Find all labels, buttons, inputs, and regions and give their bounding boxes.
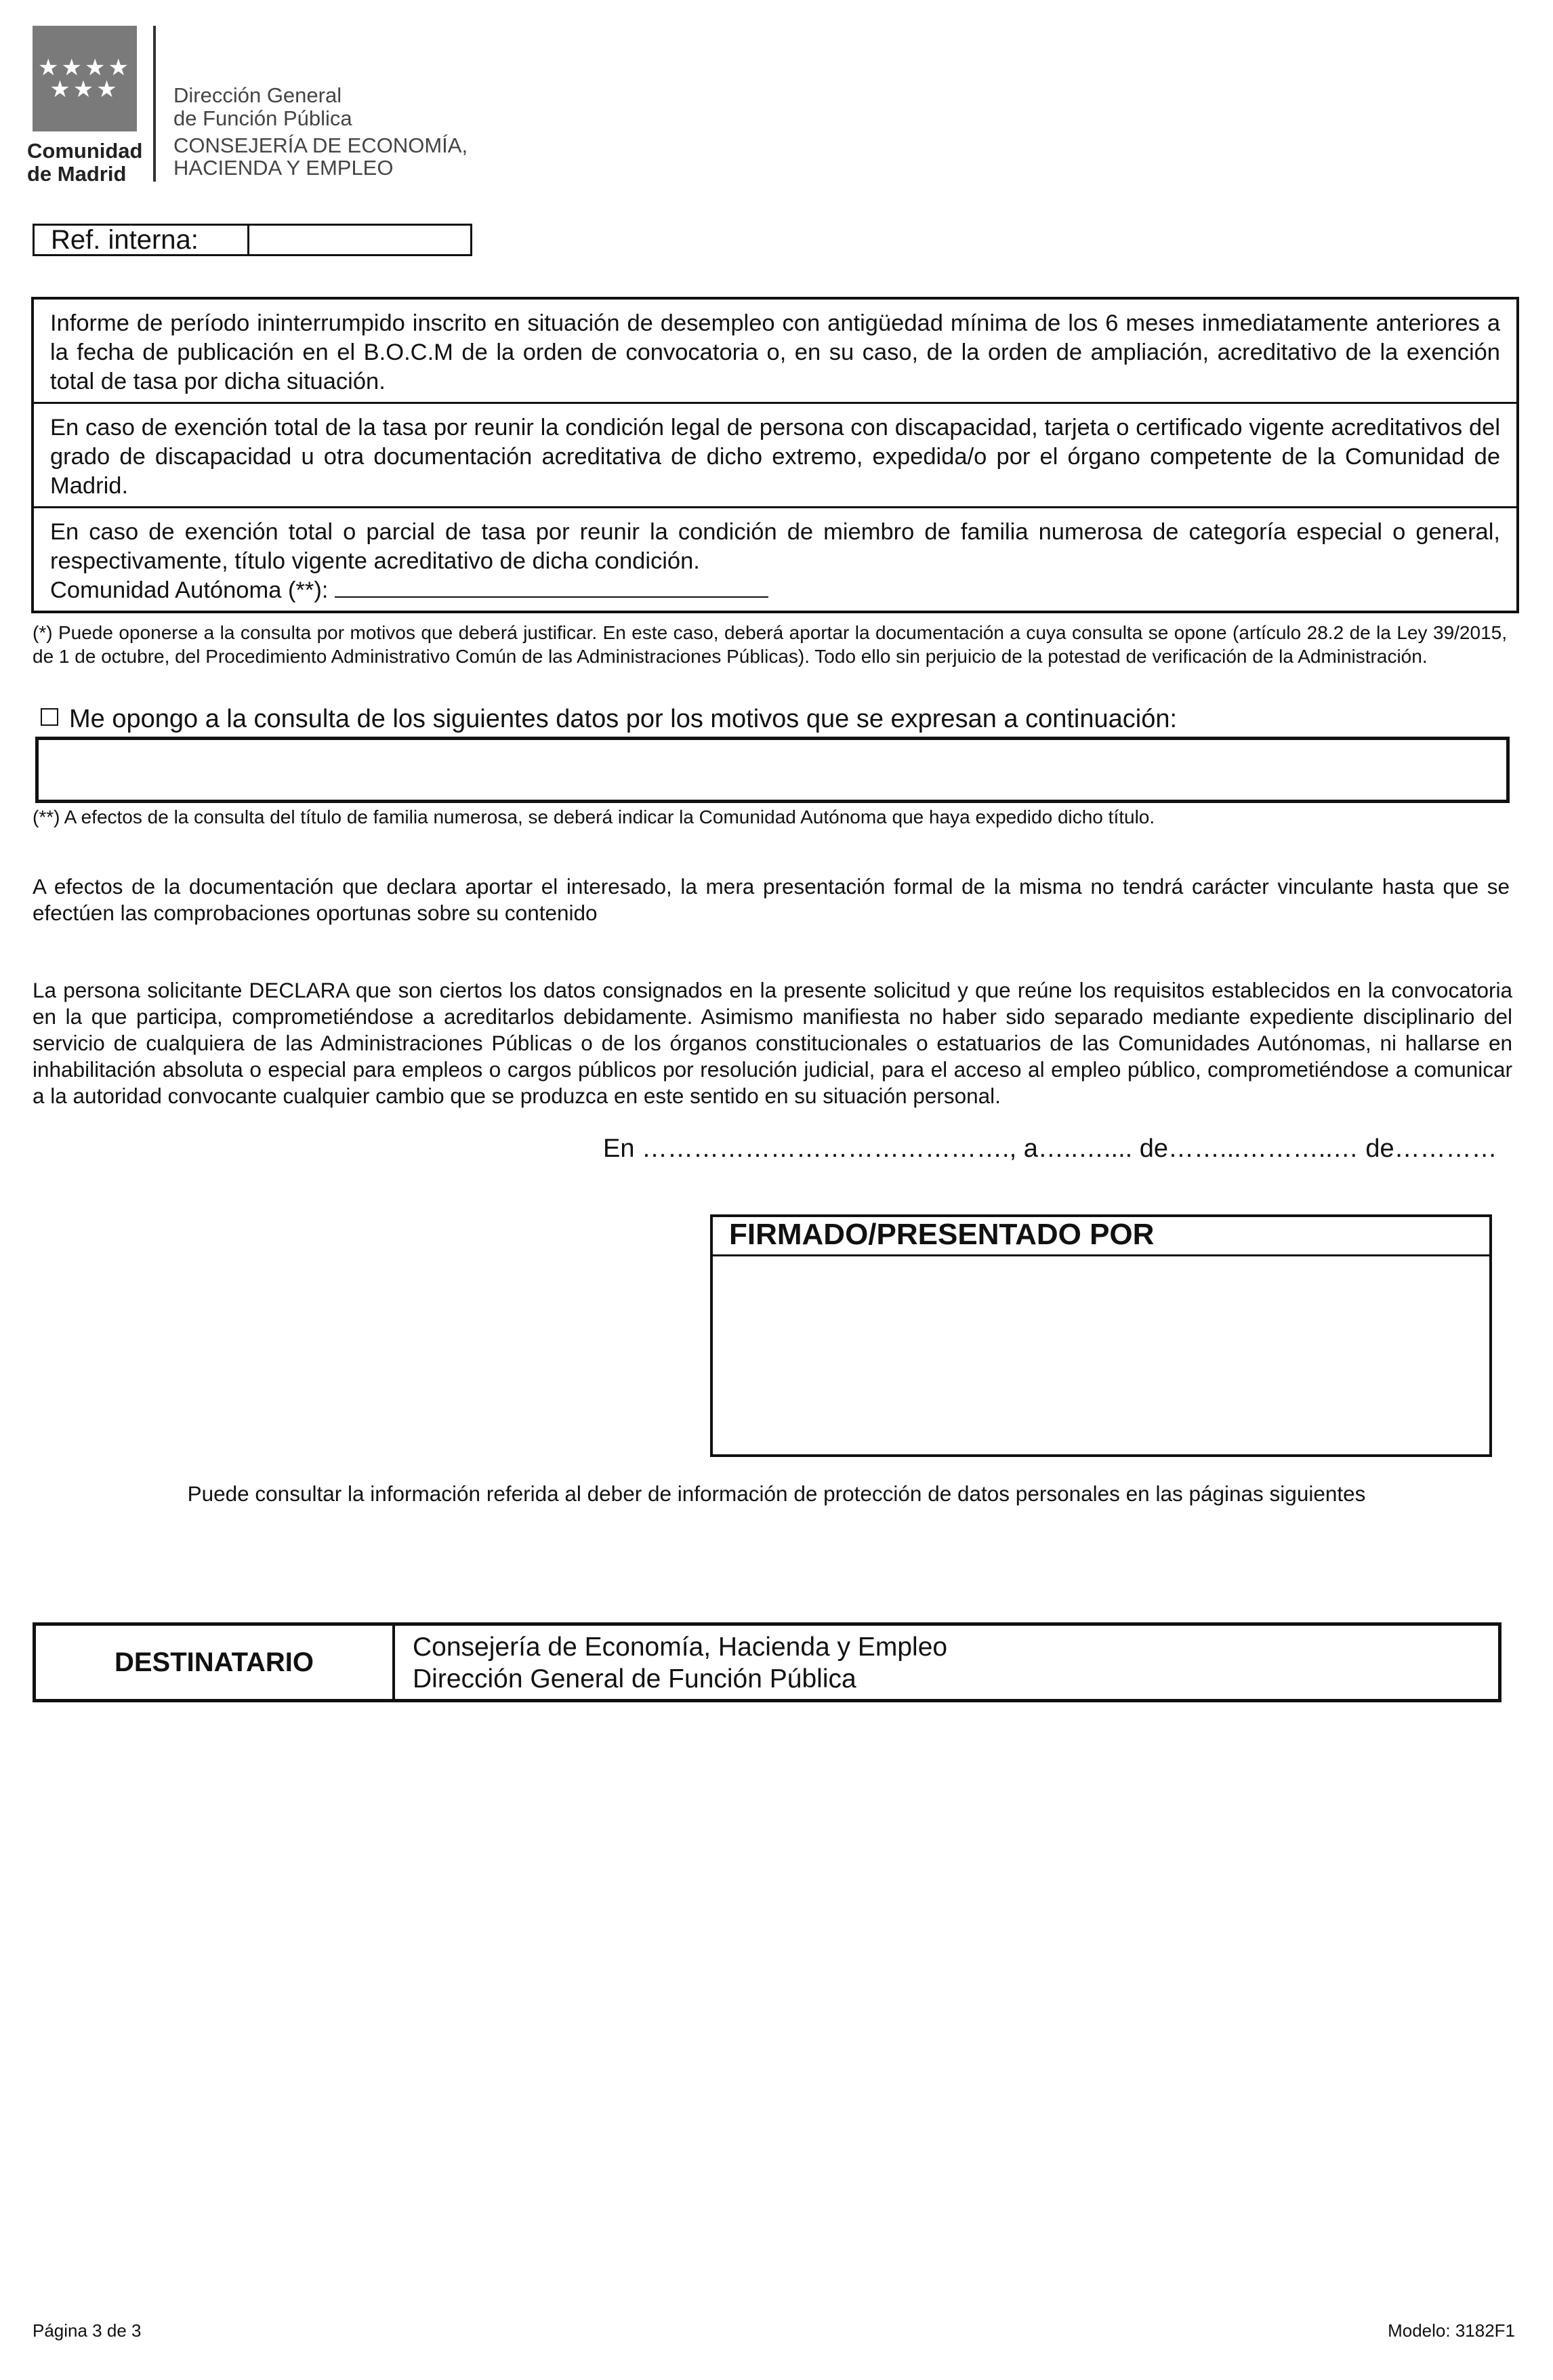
ref-interna-input[interactable] <box>247 224 472 256</box>
applicant-declaration: La persona solicitante DECLARA que son ciertos los datos consignados en la presente solicitud y que reúne los requisitos establecidos en la convocatoria en la que participa, comprometiéndose a acreditarlos debidamente. Asimismo manifiesta no haber sido separado mediante expediente disciplinario del servicio de cualquiera de las Administraciones Públicas o de los órganos constitucionales o estatuarios de las Comunidades Autónomas, ni hallarse en inhabilitación absoluta o especial para empleos o cargos públicos por resolución judicial, para el acceso al empleo público, comprometiéndose a comunicar a la autoridad convocante cualquier cambio que se produzca en este sentido en su situación personal. <box>33 978 1512 1108</box>
destinatario-line2: Dirección General de Función Pública <box>413 1664 856 1694</box>
autonomous-community-field <box>50 576 1500 605</box>
logo-line1: Comunidad <box>27 139 143 163</box>
large-family-text: En caso de exención total o parcial de tasa por reunir la condición de miembro de familia numerosa de categoría especial o general, respectivamente, título vigente acreditativo de dicha condición. <box>50 519 1500 574</box>
document-row-disability: En caso de exención total de la tasa por reunir la condición legal de persona con discapacidad, tarjeta o certificado vigente acreditativos del grado de discapacidad u otra documentación acreditativa de dicho extremo, expedida/o por el órgano competente de la Comunidad de Madrid. <box>34 402 1516 506</box>
oppose-checkbox[interactable] <box>41 708 58 726</box>
logo-stars-row1: ★★★★ <box>38 55 131 81</box>
model-number: Modelo: 3182F1 <box>1388 2320 1515 2341</box>
signature-box[interactable] <box>710 1214 1492 1457</box>
destinatario-line1: Consejería de Economía, Hacienda y Empleo <box>413 1633 948 1662</box>
logo-stars-row2: ★★★ <box>49 77 120 102</box>
oppose-label: Me opongo a la consulta de los siguientes datos por los motivos que se expresan a continuación: <box>69 705 1178 733</box>
documents-table <box>31 297 1519 613</box>
consultation-note: (*) Puede oponerse a la consulta por motivos que deberá justificar. En este caso, deberá aportar la documentación a cuya consulta se opone (artículo 28.2 de la Ley 39/2015, de 1 de octubre, del Procedimiento Administrativo Común de las Administraciones Públicas). Todo ello sin perjuicio de la potestad de verificación de la Administración. <box>33 622 1507 667</box>
data-protection-info: Puede consultar la información referida al deber de información de protección de datos personales en las páginas siguientes <box>187 1481 1366 1506</box>
logo-stars <box>33 57 137 100</box>
destinatario-table <box>33 1622 1502 1702</box>
documentation-disclaimer: A efectos de la documentación que declara aportar el interesado, la mera presentación formal de la misma no tendrá carácter vinculante hasta que se efectúen las comprobaciones oportunas sobre su contenido <box>33 874 1510 925</box>
dept-line2: de Función Pública <box>173 106 352 130</box>
dept-line4: HACIENDA Y EMPLEO <box>173 156 394 180</box>
oppose-consultation <box>41 705 1177 733</box>
logo-line2: de Madrid <box>27 162 127 186</box>
document-row-large-family <box>34 506 1516 611</box>
place-date-line[interactable]: En ……………………………………., a…..….... de……...………..… de………… <box>603 1134 1497 1163</box>
destinatario-value <box>413 1631 947 1695</box>
department-name <box>173 84 352 130</box>
signature-title: FIRMADO/PRESENTADO POR <box>713 1217 1489 1256</box>
document-row-unemployment: Informe de período ininterrumpido inscrito en situación de desempleo con antigüedad mínima de los 6 meses inmediatamente anteriores a la fecha de publicación en el B.O.C.M de la orden de convocatoria o, en su caso, de la orden de ampliación, acreditativo de la exención total de tasa por dicha situación. <box>50 310 1500 394</box>
autonomous-community-input[interactable] <box>335 576 768 598</box>
oppose-reasons-input[interactable] <box>35 737 1510 803</box>
ref-interna-label: Ref. interna: <box>33 224 249 256</box>
header-divider <box>153 26 156 182</box>
page-number: Página 3 de 3 <box>33 2320 142 2341</box>
dept-line1: Dirección General <box>173 83 342 107</box>
ministry-name <box>173 134 468 179</box>
dept-line3: CONSEJERÍA DE ECONOMÍA, <box>173 134 468 157</box>
logo-text <box>27 140 143 186</box>
large-family-note: (**) A efectos de la consulta del título de familia numerosa, se deberá indicar la Comunidad Autónoma que haya expedido dicho título. <box>33 806 1155 827</box>
autonomous-community-label: Comunidad Autónoma (**): <box>50 577 329 603</box>
destinatario-label: DESTINATARIO <box>36 1626 395 1699</box>
